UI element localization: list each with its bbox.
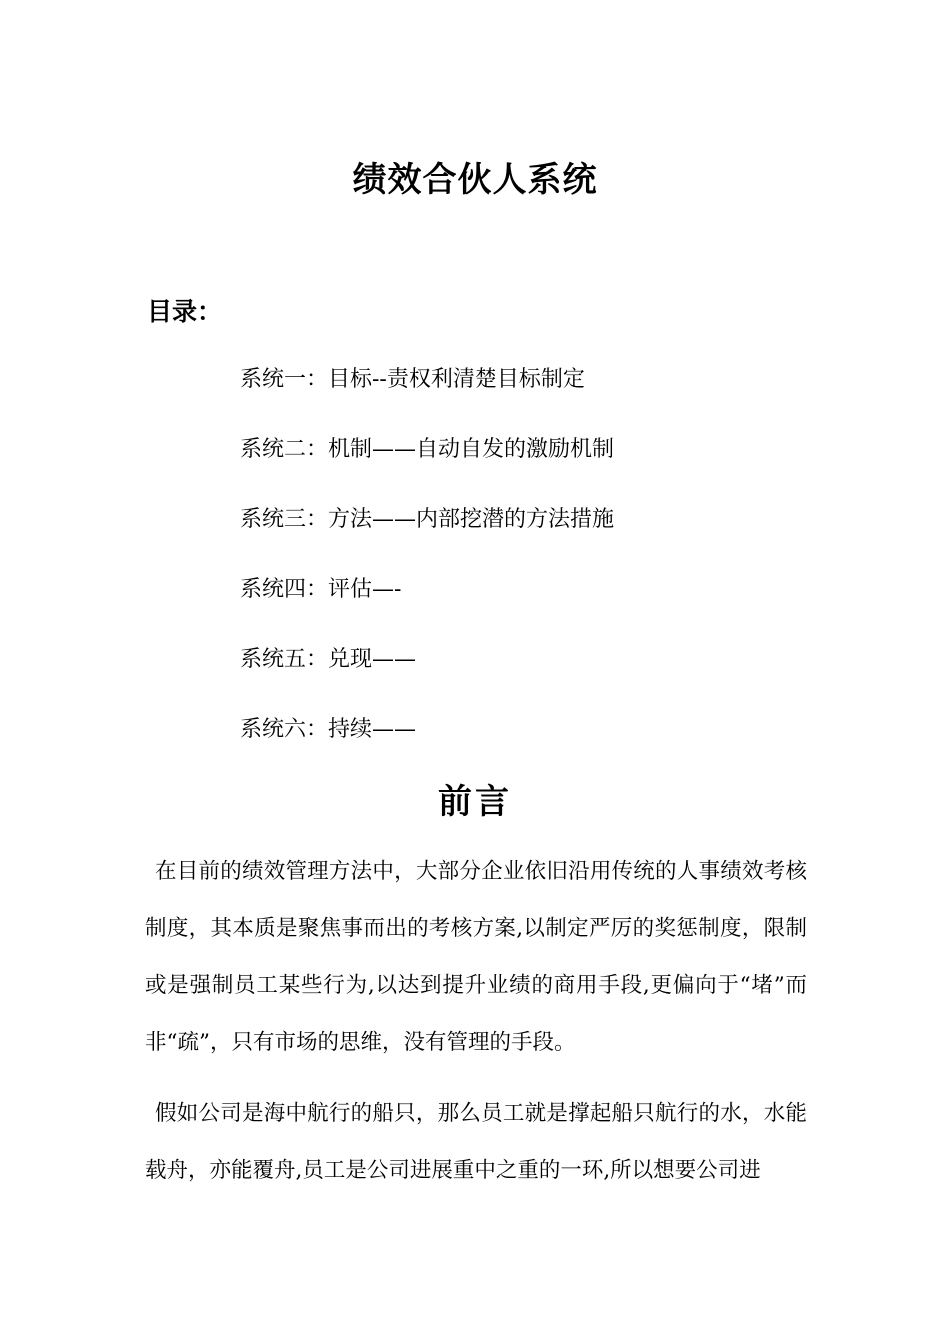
toc-item-3: 系统三：方法——内部挖潜的方法措施 xyxy=(240,507,615,532)
preface-paragraph-2: 假如公司是海中航行的船只，那么员工就是撑起船只航行的水，水能载舟，亦能覆舟,员工是公司进展重中之重的一环,所以想要公司进 xyxy=(145,1101,807,1183)
preface-paragraph-1: 在目前的绩效管理方法中，大部分企业依旧沿用传统的人事绩效考核制度，其本质是聚焦事而出的考核方案,以制定严厉的奖惩制度，限制或是强制员工某些行为,以达到提升业绩的商用手段,更偏向于“堵”而非“疏”，只有市场的思维，没有管理的手段。 xyxy=(145,859,807,1055)
document-title: 绩效合伙人系统 xyxy=(352,160,598,200)
toc-list xyxy=(240,362,614,782)
toc-item-1: 系统一：目标--责权利清楚目标制定 xyxy=(240,367,585,392)
toc-item-6: 系统六：持续—— xyxy=(240,717,417,742)
toc-item-4: 系统四：评估—- xyxy=(240,577,402,602)
toc-item-5: 系统五：兑现—— xyxy=(240,647,417,672)
toc-item-2: 系统二：机制——自动自发的激励机制 xyxy=(240,437,615,462)
preface-title: 前言 xyxy=(438,782,512,822)
toc-heading: 目录： xyxy=(147,297,223,326)
